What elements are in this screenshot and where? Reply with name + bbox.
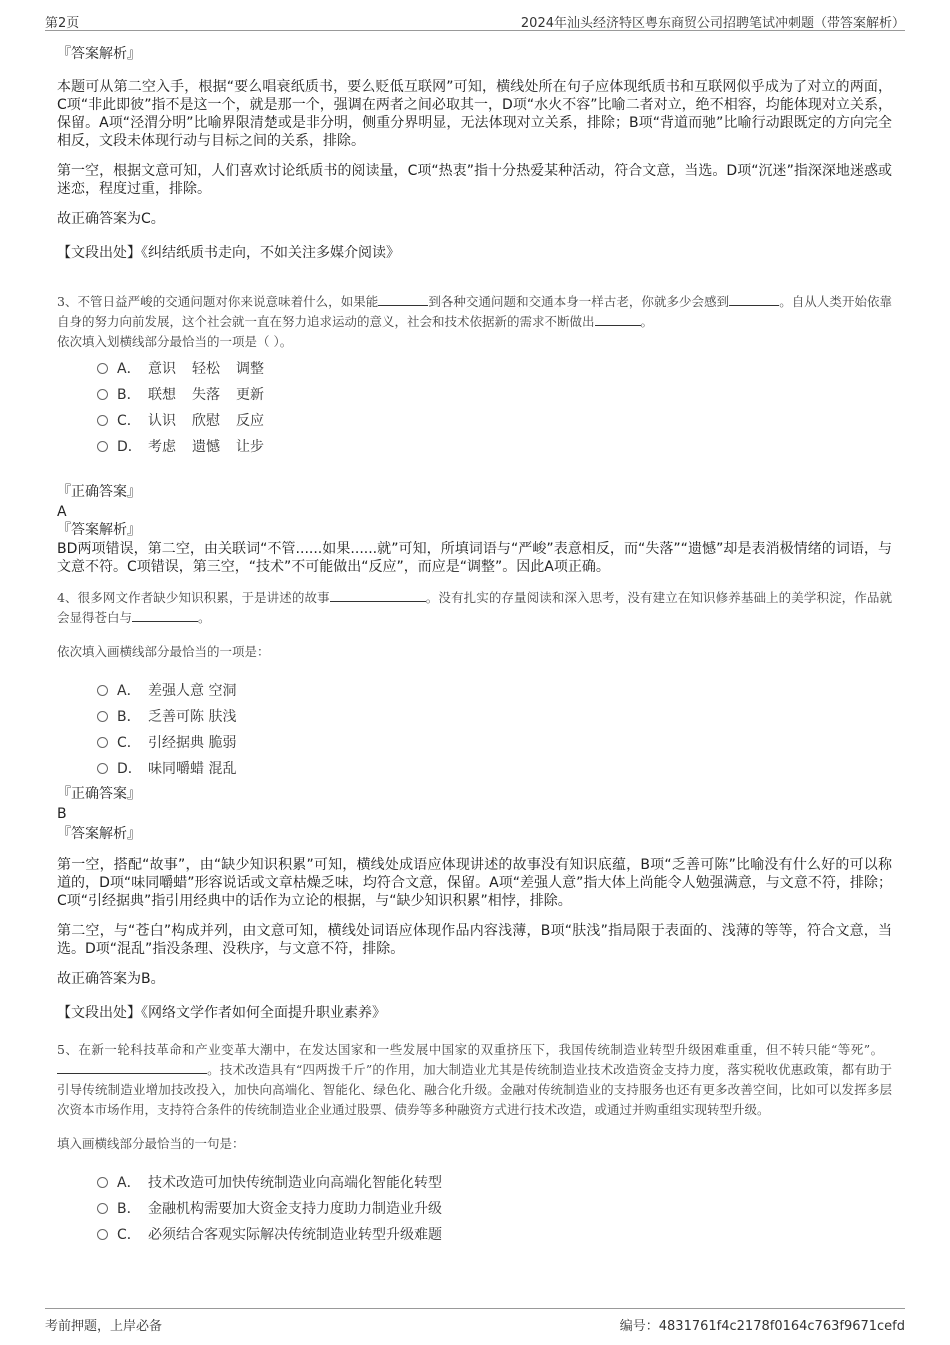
radio-icon[interactable]: [97, 1229, 108, 1240]
radio-icon[interactable]: [97, 763, 108, 774]
analysis-paragraph: BD两项错误，第二空，由关联词“不管......如果......就”可知，所填词语与“严峻”表意相反，而“失落”“遗憾”却是表消极情绪的词语，与文意不符。C项错误，第三空，“技术”不可能做出“反应”，而应是“调整”。因此A项正确。: [57, 541, 892, 575]
analysis-paragraph: 第二空，与“苍白”构成并列，由文意可知，横线处词语应体现作品内容浅薄，B项“肤浅”指局限于表面的、浅薄的等等，符合文意，当选。D项“混乱”指没条理、没秩序，与文意不符，排除。: [57, 923, 892, 957]
question-3: [57, 292, 892, 576]
option-c[interactable]: C． 必须结合客观实际解决传统制造业转型升级难题: [97, 1222, 892, 1248]
analysis-label: 『答案解析』: [57, 522, 141, 538]
page-footer: [45, 1308, 905, 1333]
document-title: 2024年汕头经济特区粤东商贸公司招聘笔试冲刺题（带答案解析）: [520, 16, 905, 31]
option-d[interactable]: D． 味同嚼蜡 混乱: [97, 756, 892, 782]
analysis-label: 『答案解析』: [57, 46, 141, 62]
option-a[interactable]: A． 差强人意 空洞: [97, 678, 892, 704]
correct-answer-label: 『正确答案』: [57, 484, 141, 500]
question-prompt: 依次填入划横线部分最恰当的一项是（ ）。: [57, 334, 293, 349]
source-citation: 【文段出处】《网络文学作者如何全面提升职业素养》: [57, 1005, 386, 1021]
page-content: [57, 44, 892, 1248]
options-list: [57, 1170, 892, 1248]
analysis-paragraph: 第一空，搭配“故事”，由“缺少知识积累”可知，横线处成语应体现讲述的故事没有知识底蕴，B项“乏善可陈”比喻没有什么好的可以称道的，D项“味同嚼蜡”形容说话或文章枯燥乏味，均符合文意，保留。A项“差强人意”指大体上尚能令人勉强满意，与文意不符，排除；C项“引经据典”指引用经典中的话作为立论的根据，与“缺少知识积累”相悖，排除。: [57, 857, 892, 909]
correct-answer: A: [57, 504, 67, 520]
document-code: 编号：4831761f4c2178f0164c763f9671cefd: [619, 1319, 905, 1334]
radio-icon[interactable]: [97, 1177, 108, 1188]
correct-answer-label: 『正确答案』: [57, 786, 141, 802]
option-d[interactable]: D． 考虑 遗憾 让步: [97, 434, 892, 460]
footer-slogan: 考前押题，上岸必备: [45, 1319, 163, 1334]
answer-blank[interactable]: [378, 292, 428, 306]
radio-icon[interactable]: [97, 685, 108, 696]
conclusion: 故正确答案为C。: [57, 211, 165, 227]
correct-answer: B: [57, 806, 67, 822]
answer-blank[interactable]: [729, 292, 779, 306]
analysis-paragraph: 本题可从第二空入手，根据“要么唱衰纸质书，要么贬低互联网”可知，横线处所在句子应体现纸质书和互联网似乎成为了对立的两面，C项“非此即彼”指不是这一个，就是那一个，强调在两者之间必取其一，D项“水火不容”比喻二者对立，绝不相容，均能体现对立关系，保留。A项“泾渭分明”比喻界限清楚或是非分明，侧重分界明显，无法体现对立关系，排除；B项“背道而驰”比喻行动跟既定的方向完全相反，文段未体现行动与目标之间的关系，排除。: [57, 79, 892, 149]
page-number: 第2页: [45, 16, 80, 31]
radio-icon[interactable]: [97, 363, 108, 374]
question-4: [57, 588, 892, 1022]
answer-blank[interactable]: [595, 312, 641, 326]
question-stem: 3、不管日益严峻的交通问题对你来说意味着什么，如果能 到各种交通问题和交通本身一样古老，你就多少会感到 。自从人类开始依靠自身的努力向前发展，这个社会就一直在努力追求运动的意义，社会和技术依据新的需求不断做出 。: [57, 294, 892, 329]
question-prompt: 依次填入画横线部分最恰当的一项是：: [57, 644, 270, 659]
analysis-label: 『答案解析』: [57, 826, 141, 842]
question-stem: 4、很多网文作者缺少知识积累，于是讲述的故事 。没有扎实的存量阅读和深入思考，没有建立在知识修养基础上的美学积淀，作品就会显得苍白与 。: [57, 590, 892, 625]
page-header: [45, 10, 905, 31]
answer-blank[interactable]: [132, 608, 198, 622]
radio-icon[interactable]: [97, 389, 108, 400]
analysis-paragraph: 第一空，根据文意可知，人们喜欢讨论纸质书的阅读量，C项“热衷”指十分热爱某种活动，符合文意，当选。D项“沉迷”指深深地迷惑或迷恋，程度过重，排除。: [57, 163, 892, 197]
question-stem: 5、在新一轮科技革命和产业变革大潮中，在发达国家和一些发展中国家的双重挤压下，我国传统制造业转型升级困难重重，但不转只能“等死”。 。技术改造具有“四两拨千斤”的作用，加大制造业尤其是传统制造业技术改造资金支持力度，落实税收优惠政策，都有助于引导传统制造业增加技改投入，加快向高端化、智能化、绿色化、融合化升级。金融对传统制造业的支持服务也还有更多改善空间，比如可以发挥多层次资本市场作用，支持符合条件的传统制造业企业通过股票、债券等多种融资方式进行技术改造，或通过并购重组实现转型升级。: [57, 1042, 892, 1117]
option-a[interactable]: A． 意识 轻松 调整: [97, 356, 892, 382]
option-b[interactable]: B． 金融机构需要加大资金支持力度助力制造业升级: [97, 1196, 892, 1222]
options-list: [57, 678, 892, 782]
prev-analysis-section: [57, 44, 892, 262]
radio-icon[interactable]: [97, 711, 108, 722]
option-a[interactable]: A． 技术改造可加快传统制造业向高端化智能化转型: [97, 1170, 892, 1196]
answer-blank[interactable]: [330, 588, 426, 602]
radio-icon[interactable]: [97, 1203, 108, 1214]
option-c[interactable]: C． 认识 欣慰 反应: [97, 408, 892, 434]
radio-icon[interactable]: [97, 737, 108, 748]
radio-icon[interactable]: [97, 415, 108, 426]
conclusion: 故正确答案为B。: [57, 971, 165, 987]
options-list: [57, 356, 892, 460]
option-c[interactable]: C． 引经据典 脆弱: [97, 730, 892, 756]
option-b[interactable]: B． 联想 失落 更新: [97, 382, 892, 408]
answer-blank[interactable]: [57, 1060, 207, 1074]
radio-icon[interactable]: [97, 441, 108, 452]
question-5: [57, 1040, 892, 1248]
question-prompt: 填入画横线部分最恰当的一句是：: [57, 1136, 245, 1151]
option-b[interactable]: B． 乏善可陈 肤浅: [97, 704, 892, 730]
source-citation: 【文段出处】《纠结纸质书走向，不如关注多媒介阅读》: [57, 245, 400, 261]
